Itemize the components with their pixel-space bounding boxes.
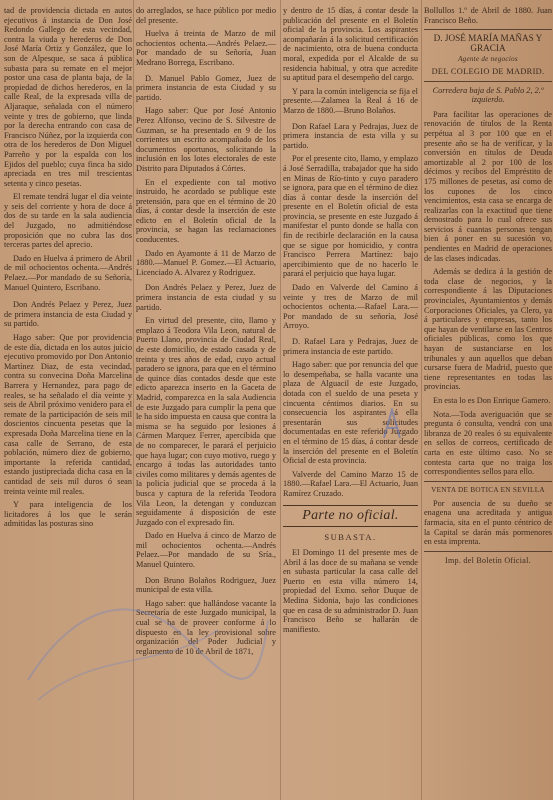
divider xyxy=(424,551,552,552)
paragraph: Para facilitar las operaciones de renovación de títulos de la Renta perpétua al 3 por 100 que en el presente año se ha de verificar, y la conversión en títulos de Deuda amortizable al 2 por 100 de los décimos y recibos del Empréstito de 175 millones de pesetas, así como de los cupones de los cinco vencimientos, esta casa se encarga de realizarlas con la exactitud que tiene demostrado para lo cual ofrece sus servicios á cuantas personas tengan bien á poner en su sucesión vo, pendientes en Madrid de operaciones de las clases indicadas. xyxy=(424,109,552,263)
agent-name: D. JOSÉ MARÍA MAÑAS Y GRACIA xyxy=(433,33,543,53)
paragraph: En virtud del presente, cito, llamo y emplazo á Teodora Vila Leon, natural de Puerto Llano, provincia de Ciudad Real, de este domicilio, de estado casada y de treinta y tres años de edad, cuyo actual paradero se ignora, para que en el término de quince días contados desde que este edicto aparezca inserto en la Gaceta de Madrid, comparezca en la sala Audiencia de este Juzgado para cumplir la pena que le ha sido impuesta en causa que contra la misma se ha seguido por lesiones á Cármen Marquez Ferrer, apercibida que de no comparecer, le parará el perjuicio que haya lugar; con cuyo motivo, ruego y encargo á todas las autoridades tanto civiles como militares y demás agentes de la policía judicial que se proceda á la busca y captura de la referida Teodora Vila Leon, la detengan y conduzcan seguidamente á disposición de este Juzgado con el expresado fin. xyxy=(136,316,276,527)
paragraph: D. Rafael Lara y Pedrajas, Juez de primera instancia de este partido. xyxy=(283,337,418,356)
paragraph: do arreglados, se hace público por medio del presente. xyxy=(136,6,276,25)
section-heading-parte-no-oficial: Parte no oficial. xyxy=(283,505,418,527)
divider xyxy=(424,29,552,30)
subasta-heading: SUBASTA. xyxy=(324,531,377,542)
paragraph: Don Andrés Pelaez y Perez, Juez de primera instancia de esta Ciudad y su partido. xyxy=(4,300,132,329)
venta-botica-heading: VENTA DE BOTICA EN SEVILLA xyxy=(431,485,545,494)
agent-role: Agente de negocios xyxy=(458,55,518,64)
paragraph: Y para la común inteligencia se fija el presente.—Zalamea la Real á 16 de Marzo de 1880.—Bruno Bolaños. xyxy=(283,86,418,115)
stamp-mark xyxy=(18,560,278,710)
paragraph: y dentro de 15 días, á contar desde la publicación del presente en el Boletín oficial de la provincia. Los aspirantes acompañarán á la solicitud certificación de nacimiento, otra de buena conducta moral, expedida por el Alcalde de su residencia habitual, y otra que acredite su aptitud para el desempeño del cargo. xyxy=(283,6,418,83)
agent-college: DEL COLEGIO DE MADRID. xyxy=(431,66,545,76)
paragraph: D. Manuel Pablo Gomez, Juez de primera instancia de esta Ciudad y su partido. xyxy=(136,73,276,102)
paragraph: Dado en Huelva á primero de Abril de mil ochocientos ochenta.—Andrés Pelaez.—Por mandado de su Señoría, Manuel Quintero, Escribano. xyxy=(4,253,132,292)
paragraph: En el expediente con tal motivo instruido, he acordado se publique este pretensión, para que en el término de 20 días, á contar desde la inserción de este edicto en el Boletín oficial de la provincia, se hagan las reclamaciones conducentes. xyxy=(136,177,276,245)
paragraph: Por ausencia de su dueño se enagena una acreditada y antigua farmacia, sita en el punto céntrico de la Capital se darán más pormenores en esta imprenta. xyxy=(424,498,552,547)
paragraph: Hago saber: Que por providencia de este día, dictada en los autos juicio ejecutivo promovido por Don Antonio Martínez Diaz, de esta vecindad, contra su convecina Doña Marcelina Barrera y Hernandez, para pago de reales, se ha señalado el día veinte y seis de Abril próximo venidero para el remate de la participación de seis mil doscientos cincuenta pesetas que la expresada Doña Marcelina tiene en la casa calle de Serrano, de esta población, número diez de gobierno, importante la referida cantidad, estando justipreciada dicha casa en la cantidad de seis mil duros ó sean treinta veinte mil reales. xyxy=(4,333,132,496)
paragraph: Por el presente cito, llamo, y emplazo á José Serradilla, trabajador que ha sido en Minas de Río-tinto y cuyo paradero se ignora, para que en el término de diez días á contar desde la inserción del presente en el Boletín oficial de esta provincia, se presente en este Juzgado á manifestar el punto donde se halla con fin de recibirle declaración en la causa que se sigue por homicidio, y contra Francisco Perrera Martínez: bajo apercibimiento que de no hacerlo le parará el perjuicio que haya lugar. xyxy=(283,154,418,279)
paragraph: En esta lo es Don Enrique Gamero. xyxy=(433,395,551,405)
column-rule xyxy=(280,0,281,800)
paragraph: Dado en Valverde del Camino á veinte y tres de Marzo de mil ochocientos ochenta.—Rafael Lara.—Por mandado de su señoría, José Arroyo. xyxy=(283,283,418,331)
ink-stain xyxy=(380,408,408,442)
paragraph: Bollullos 1.º de Abril de 1880. Juan Francisco Beño. xyxy=(424,6,552,25)
paragraph: Don Andrés Pelaez y Perez, Juez de primera instancia de esta ciudad y su partido. xyxy=(136,283,276,312)
column-3 xyxy=(283,6,418,638)
imprint: Imp. del Boletín Oficial. xyxy=(445,555,531,565)
paragraph: Hago saber: que hallándose vacante la Secretaría de este Juzgado municipal, la cual se ha de proveer conforme á lo dispuesto en la ley provisional sobre organización del Poder Judicial y reglamento de 10 de Abril de 1871, xyxy=(136,598,276,656)
paragraph: Huelva á treinta de Marzo de mil ochocientos ochenta.—Andrés Pelaez.—Por mandado de su Señoría, Juan Medrano Borrega, Escribano. xyxy=(136,29,276,67)
divider xyxy=(424,481,552,482)
column-1 xyxy=(4,6,132,533)
paragraph: El Domingo 11 del presente mes de Abril á las doce de su mañana se vende en subasta particular la casa calle del Puerto en esta villa número 14, propiedad del Exmo. señor Duque de Medina Sidonia, bajo las condiciones que en casa de su administrador D. Juan Francisco Beño se hallarán de manifiesto. xyxy=(283,548,418,634)
paragraph: Nota.—Toda averiguación que se pregunta ó consulta, vendrá con una libranza de 20 reales ó su equivalente en sellos de correos, certificado de carta en este último caso. No se contesta carta que no traiga los correspondientes sellos para ello. xyxy=(424,409,552,477)
paragraph: Valverde del Camino Marzo 15 de 1880.—Rafael Lara.—El Actuario, Juan Ramírez Cruzado. xyxy=(283,469,418,498)
paragraph: Don Bruno Bolaños Rodriguez, Juez municipal de esta villa. xyxy=(136,575,276,595)
paragraph: Además se dedica á la gestión de toda clase de negocios, y la correspondiente á las Diputaciones provinciales, Ayuntamientos y demás Corporaciones Oficiales, ya Clero, ya á particulares y empresas, tanto los que hayan de ventilarse en las Centros oficiales públicas, como los que hayan de sustanciarse en los tribunales y aun aquellos que deban cursarse fuera de Madrid, puesto que tiene representantes en todas las provincias. xyxy=(424,267,552,392)
paragraph: Y para inteligencia de los licitadores á los que le serán admitidas las posturas sino xyxy=(4,500,132,529)
column-rule xyxy=(421,0,422,800)
paragraph: Hago saber: que por renuncia del que lo desempeñaba, se halla vacante una plaza de Alguacil de este Juzgado, dotada con el sueldo de una peseta y cincuenta céntimos diarios. En su consecuencia los aspirantes á ella presentarán sus solicitudes documentadas en este referido Juzgado en el término de 15 días, á contar desde la inserción del presente en el Boletín Oficial de esta provincia. xyxy=(283,360,418,466)
paragraph: Dado en Huelva á cinco de Marzo de mil ochocientos ochenta.—Andrés Pelaez.—Por mandado de su Sría., Manuel Quintero. xyxy=(136,531,276,570)
divider xyxy=(424,81,552,82)
paragraph: Dado en Ayamonte á 11 de Marzo de 1880.—Manuel P. Gomez.—El Actuario, Licenciado A. Alvarez y Rodriguez. xyxy=(136,248,276,277)
column-4 xyxy=(424,6,552,569)
agent-address: Corredera baja de S. Pablo 2, 2.º izquierdo. xyxy=(432,85,544,105)
paragraph: Don Rafael Lara y Pedrajas, Juez de primera instancia de esta villa y su partido. xyxy=(283,121,418,150)
paragraph: El remate tendrá lugar el día veinte y seis del corriente y hora de doce á dos de su tarde en la sala audiencia del Juzgado, no admitiéndose proposición que no cubra las dos terceras partes del aprecio. xyxy=(4,192,132,250)
paragraph: Hago saber: Que por José Antonio Perez Alfonso, vecino de S. Silvestre de Guzman, se ha presentado en 9 de los corrientes un escrito acompañado de los documentos oportunos, solicitando la inclusión en los lotes electorales de este Distrito para Diputados á Córtes. xyxy=(136,106,276,173)
paragraph: tad de providencia dictada en autos ejecutivos á instancia de Don José Redondo Gallego de esta vecindad, contra la viuda y herederos de Don José María Ortiz y González, que lo son de Alpesque, se saca á pública subasta para su remate en el mejor postor una casa de planta baja, de la propiedad de dichos herederos, en la calle Real, de la expresada villa de Aljaraque, señalada con el número veinte y tres de gobierno, que linda por la derecha entrando con casa de Francisco Núñez, por la izquierda con otra de los herederos de Don Miguel Parreño y por la espalda con los Ejidos del pueblo; cuya finca ha sido apreciada en tres mil trescientas setenta y cinco pesetas. xyxy=(4,6,132,188)
